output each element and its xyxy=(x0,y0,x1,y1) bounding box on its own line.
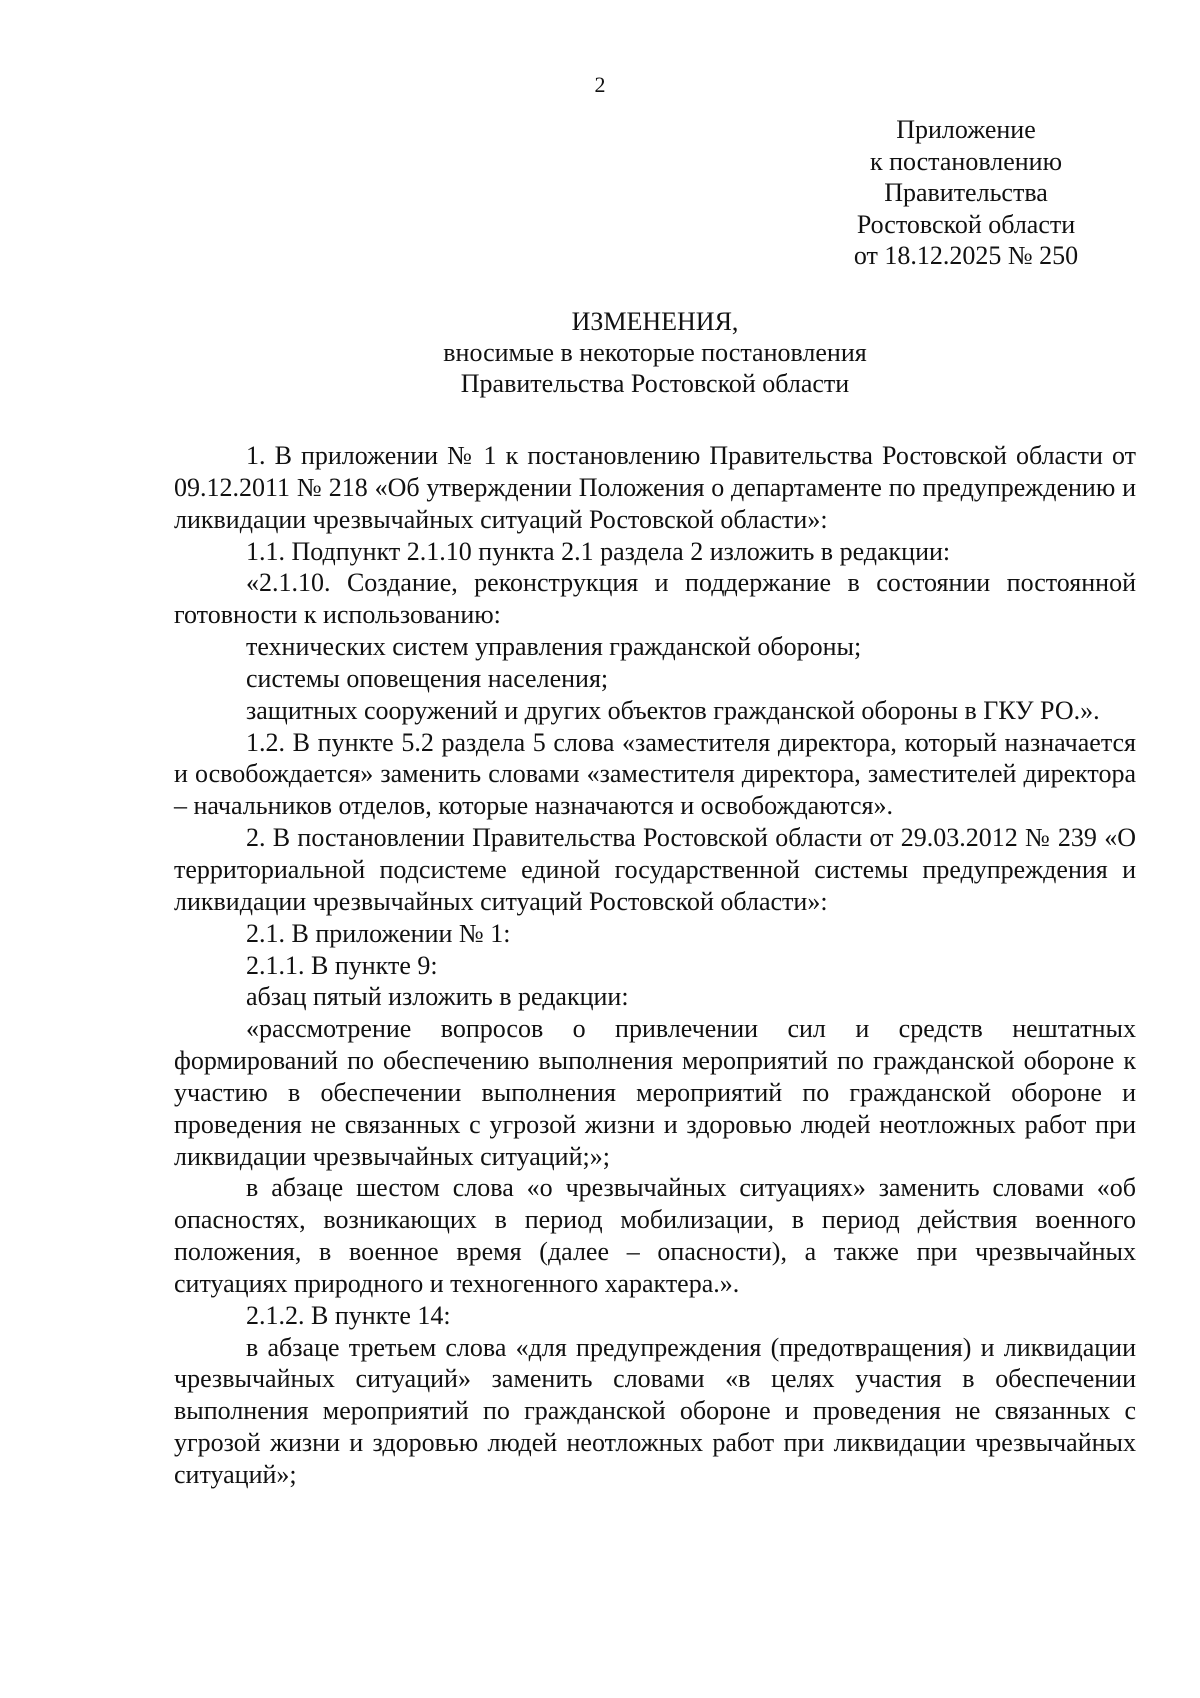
approval-line: Ростовской области xyxy=(856,209,1076,239)
body-paragraph: в абзаце третьем слова «для предупреждения (предотвращения) и ликвидации чрезвычайных ситуаций» заменить словами «в целях участия в обеспечении выполнения мероприятий по гражданской обороне и проведения не связанных с угрозой жизни и здоровью людей неотложных работ при ликвидации чрезвычайных ситуаций»; xyxy=(174,1332,1136,1489)
approval-block xyxy=(836,114,1096,272)
document-body xyxy=(174,440,1136,1491)
body-paragraph: системы оповещения населения; xyxy=(246,663,609,693)
body-paragraph: технических систем управления гражданской обороны; xyxy=(246,632,862,662)
body-paragraph: 1.1. Подпункт 2.1.10 пункта 2.1 раздела 2 изложить в редакции: xyxy=(246,536,951,566)
body-paragraph: «2.1.10. Создание, реконструкция и поддержание в состоянии постоянной готовности к использованию: xyxy=(174,568,1136,630)
approval-line: Приложение xyxy=(896,115,1036,144)
body-paragraph: 2. В постановлении Правительства Ростовской области от 29.03.2012 № 239 «О территориальной подсистеме единой государственной системы предупреждения и ликвидации чрезвычайных ситуаций Ростовской области»: xyxy=(174,823,1136,916)
approval-line: к постановлению xyxy=(869,146,1063,176)
body-paragraph: 1.2. В пункте 5.2 раздела 5 слова «заместителя директора, который назначается и освобождается» заменить словами «заместителя директора, заместителей директора – начальников отделов, которые назначаются и освобождаются». xyxy=(174,727,1136,821)
body-paragraph: защитных сооружений и других объектов гражданской обороны в ГКУ РО.». xyxy=(246,695,1100,725)
page-number: 2 xyxy=(594,72,606,97)
body-paragraph: абзац пятый изложить в редакции: xyxy=(246,982,629,1012)
approval-line: Правительства xyxy=(884,178,1048,207)
body-paragraph: «рассмотрение вопросов о привлечении сил и средств нештатных формирований по обеспечению выполнения мероприятий по гражданской обороне к участию в обеспечении выполнения мероприятий по гражданской обороне и проведения не связанных с угрозой жизни и здоровью людей неотложных работ при ликвидации чрезвычайных ситуаций;»; xyxy=(174,1014,1136,1171)
document-title: ИЗМЕНЕНИЯ, xyxy=(571,307,739,336)
approval-line: от 18.12.2025 № 250 xyxy=(853,241,1079,270)
body-paragraph: 1. В приложении № 1 к постановлению Правительства Ростовской области от 09.12.2011 № 218 «Об утверждении Положения о департаменте по предупреждению и ликвидации чрезвычайных ситуаций Ростовской области»: xyxy=(174,441,1136,534)
body-paragraph: 2.1. В приложении № 1: xyxy=(246,918,511,948)
document-subtitle-line: Правительства Ростовской области xyxy=(460,369,850,398)
document-subtitle-line: вносимые в некоторые постановления xyxy=(443,338,867,367)
document-heading xyxy=(174,306,1136,399)
body-paragraph: в абзаце шестом слова «о чрезвычайных ситуациях» заменить словами «об опасностях, возникающих в период мобилизации, в период действия военного положения, в военное время (далее – опасности), а также при чрезвычайных ситуациях природного и техногенного характера.». xyxy=(174,1173,1136,1298)
body-paragraph: 2.1.2. В пункте 14: xyxy=(246,1300,451,1330)
body-paragraph: 2.1.1. В пункте 9: xyxy=(246,950,438,980)
